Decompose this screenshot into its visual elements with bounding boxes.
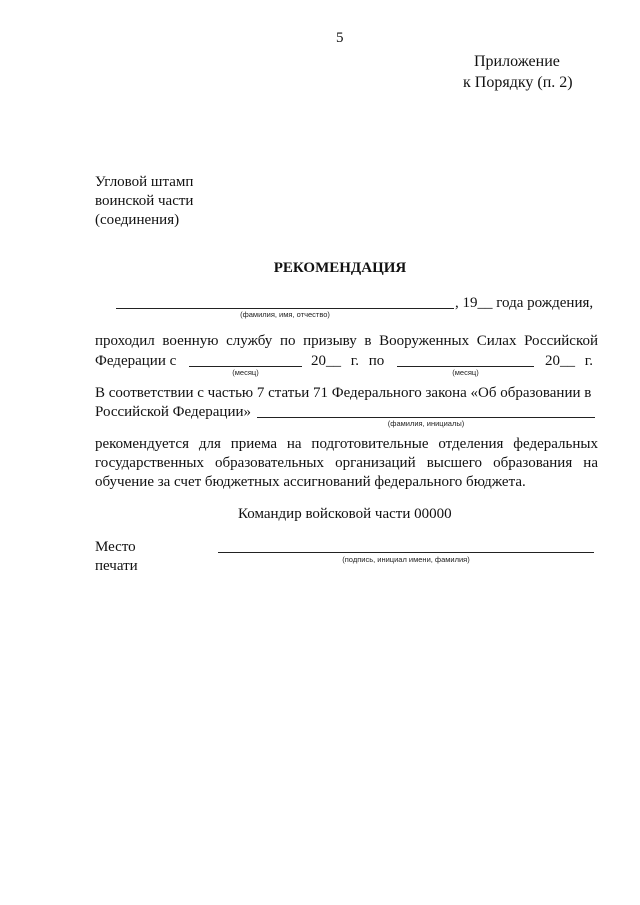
recommendation-line-3: обучение за счет бюджетных ассигнований федерального бюджета. xyxy=(95,474,526,490)
law-line-1: В соответствии с частью 7 статьи 71 Федерального закона «Об образовании в xyxy=(95,385,592,401)
signature-line xyxy=(218,552,594,553)
appendix-reference: к Порядку (п. 2) xyxy=(463,74,573,91)
commander-title: Командир войсковой части 00000 xyxy=(238,506,452,522)
month-to-caption: (месяц) xyxy=(452,368,479,377)
stamp-line-1: Угловой штамп xyxy=(95,174,194,190)
applicant-name-caption: (фамилия, инициалы) xyxy=(387,419,465,428)
year-to-text: 20__ г. xyxy=(545,353,593,369)
birth-year-text: , 19__ года рождения, xyxy=(455,295,594,311)
appendix-title: Приложение xyxy=(474,53,560,70)
stamp-line-2: воинской части xyxy=(95,193,194,209)
full-name-caption: (фамилия, имя, отчество) xyxy=(240,310,330,319)
month-from-line xyxy=(189,366,302,367)
document-title: РЕКОМЕНДАЦИЯ xyxy=(273,260,407,276)
law-line-2: Российской Федерации» xyxy=(95,404,252,420)
recommendation-line-1: рекомендуется для приема на подготовительные отделения федеральных xyxy=(95,436,598,452)
year-from-text: 20__ г. по xyxy=(311,353,385,369)
seal-line-2: печати xyxy=(95,558,138,574)
page-number: 5 xyxy=(336,30,344,46)
applicant-name-line xyxy=(257,417,595,418)
month-to-line xyxy=(397,366,534,367)
month-from-caption: (месяц) xyxy=(232,368,259,377)
recommendation-line-2: государственных образовательных организаций высшего образования на xyxy=(95,455,598,471)
seal-line-1: Место xyxy=(95,539,136,555)
service-prefix: Федерации с xyxy=(95,353,177,369)
service-line-1: проходил военную службу по призыву в Вооруженных Силах Российской xyxy=(95,333,598,349)
stamp-line-3: (соединения) xyxy=(95,212,180,228)
signature-caption: (подпись, инициал имени, фамилия) xyxy=(342,555,470,564)
full-name-line xyxy=(116,308,454,309)
